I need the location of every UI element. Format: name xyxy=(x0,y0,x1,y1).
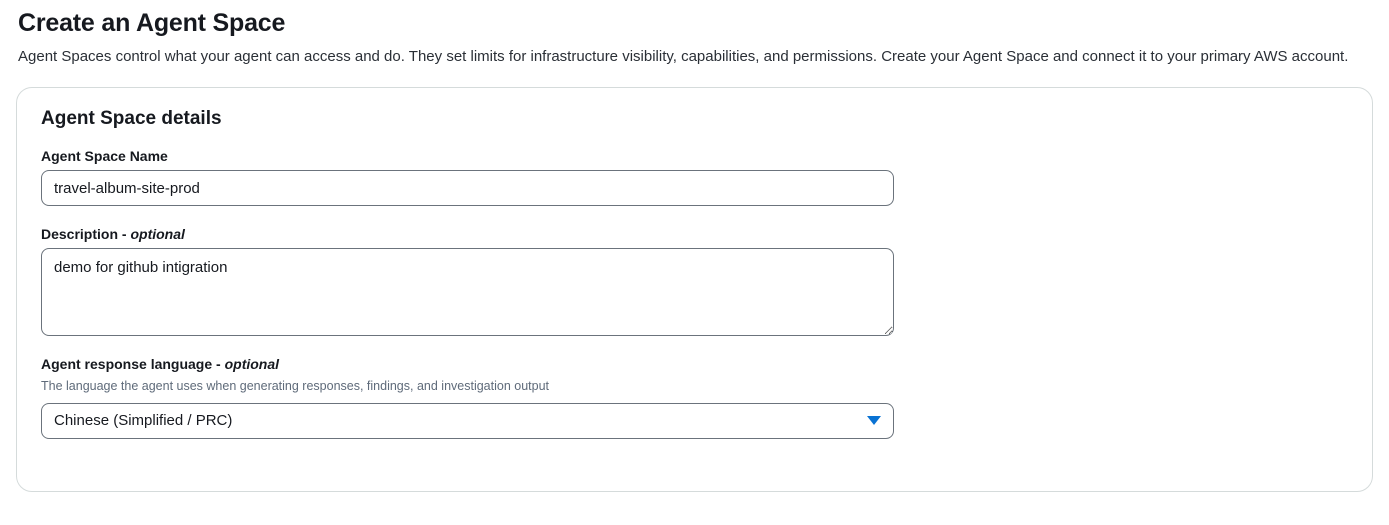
agent-response-language-label-text: Agent response language - xyxy=(41,356,225,373)
agent-space-name-input[interactable] xyxy=(41,170,894,206)
agent-response-language-help: The language the agent uses when generating responses, findings, and investigation output xyxy=(41,379,550,394)
description-field xyxy=(41,226,1348,336)
agent-response-language-label-optional: optional xyxy=(224,356,280,373)
description-textarea[interactable] xyxy=(41,248,894,336)
agent-space-name-label: Agent Space Name xyxy=(41,148,168,165)
page-description: Agent Spaces control what your agent can access and do. They set limits for infrastructure visibility, capabilities, and permissions. Create your Agent Space and connect it to your primary AWS account. xyxy=(18,48,1349,66)
description-label-text: Description - xyxy=(41,226,131,243)
agent-response-language-select[interactable] xyxy=(41,403,894,439)
agent-space-details-panel xyxy=(16,87,1373,492)
description-label-optional: optional xyxy=(130,226,185,243)
description-label xyxy=(41,226,1348,242)
panel-title: Agent Space details xyxy=(41,108,222,130)
agent-space-name-field xyxy=(41,148,1348,206)
agent-response-language-select-wrap xyxy=(41,403,894,439)
page-title: Create an Agent Space xyxy=(18,9,286,37)
page-header xyxy=(0,0,1389,69)
agent-response-language-label xyxy=(41,356,1348,372)
agent-response-language-field xyxy=(41,356,1348,439)
agent-response-language-value: Chinese (Simplified / PRC) xyxy=(54,412,233,430)
chevron-down-icon xyxy=(867,416,881,425)
